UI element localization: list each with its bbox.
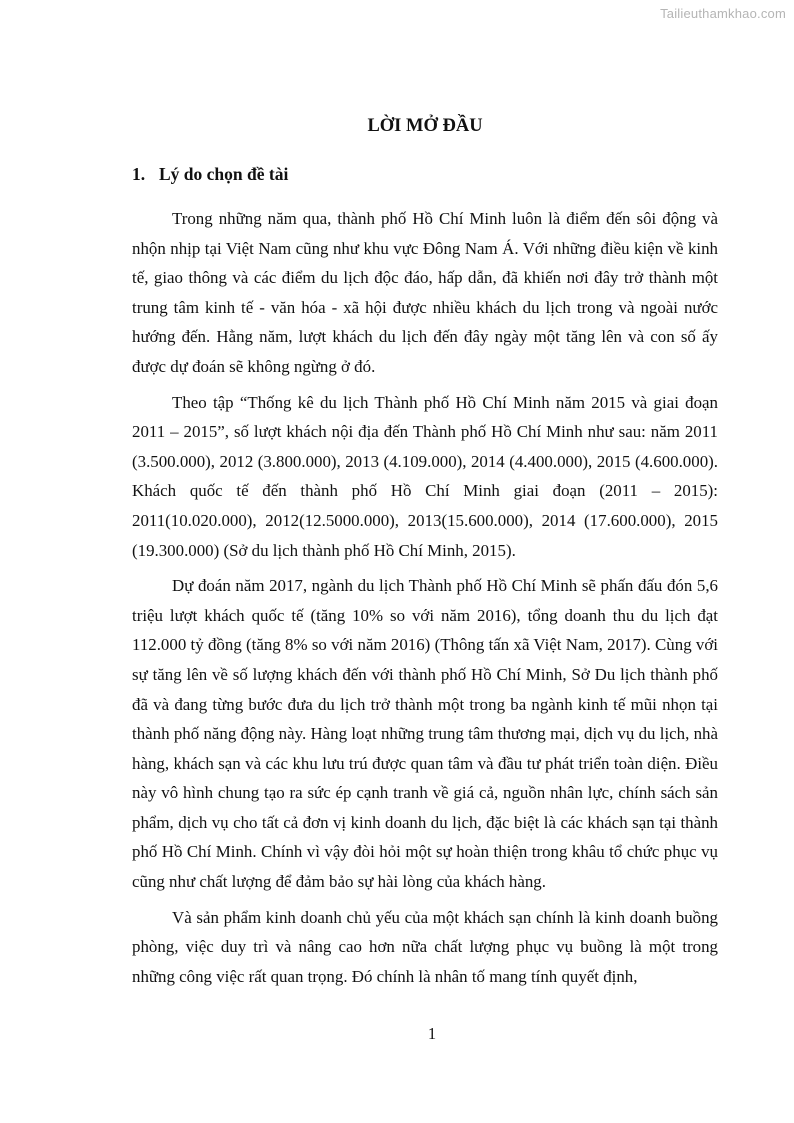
section-heading-text: Lý do chọn đề tài (159, 164, 289, 184)
paragraph-1: Trong những năm qua, thành phố Hồ Chí Minh luôn là điểm đến sôi động và nhộn nhịp tại Việt Nam cũng như khu vực Đông Nam Á. Với những điều kiện về kinh tế, giao thông và các điểm du lịch độc đáo, hấp dẫn, đã khiến nơi đây trở thành một trung tâm kinh tế - văn hóa - xã hội được nhiều khách du lịch trong và ngoài nước hướng đến. Hằng năm, lượt khách du lịch đến đây ngày một tăng lên và con số ấy được dự đoán sẽ không ngừng ở đó. (132, 209, 718, 376)
paragraph-2: Theo tập “Thống kê du lịch Thành phố Hồ Chí Minh năm 2015 và giai đoạn 2011 – 2015”, số lượt khách nội địa đến Thành phố Hồ Chí Minh như sau: năm 2011 (3.500.000), 2012 (3.800.000), 2013 (4.109.000), 2014 (4.400.000), 2015 (4.600.000). Khách quốc tế đến thành phố Hồ Chí Minh giai đoạn (2011 – 2015): 2011(10.020.000), 2012(12.5000.000), 2013(15.600.000), 2014 (17.600.000), 2015 (19.300.000) (Sở du lịch thành phố Hồ Chí Minh, 2015). (132, 392, 718, 560)
document-body (132, 112, 718, 991)
paragraph-3: Dự đoán năm 2017, ngành du lịch Thành phố Hồ Chí Minh sẽ phấn đấu đón 5,6 triệu lượt khách quốc tế (tăng 10% so với năm 2016), tổng doanh thu du lịch đạt 112.000 tỷ đồng (tăng 8% so với năm 2016) (Thông tấn xã Việt Nam, 2017). Cùng với sự tăng lên về số lượng khách đến với thành phố Hồ Chí Minh, Sở Du lịch thành phố đã và đang từng bước đưa du lịch trở thành một trong ba ngành kinh tế mũi nhọn tại thành phố năng động này. Hàng loạt những trung tâm thương mại, dịch vụ du lịch, nhà hàng, khách sạn và các khu lưu trú được quan tâm và đầu tư phát triển toàn diện. Điều này vô hình chung tạo ra sức ép cạnh tranh về giá cả, nguồn nhân lực, chính sách sản phẩm, dịch vụ cho tất cả đơn vị kinh doanh du lịch, đặc biệt là các khách sạn tại thành phố Hồ Chí Minh. Chính vì vậy đòi hỏi một sự hoàn thiện trong khâu tổ chức phục vụ cũng như chất lượng để đảm bảo sự hài lòng của khách hàng. (132, 576, 718, 892)
paragraph-4: Và sản phẩm kinh doanh chủ yếu của một khách sạn chính là kinh doanh buồng phòng, việc duy trì và nâng cao hơn nữa chất lượng phục vụ buồng là một trong những công việc rất quan trọng. Đó chính là nhân tố mang tính quyết định, (132, 907, 718, 986)
section-heading (132, 160, 718, 188)
watermark-text: Tailieuthamkhao.com (660, 6, 786, 21)
page-number: 1 (427, 1024, 437, 1043)
page-title: LỜI MỞ ĐẦU (367, 116, 483, 136)
section-number: 1. (132, 164, 146, 184)
